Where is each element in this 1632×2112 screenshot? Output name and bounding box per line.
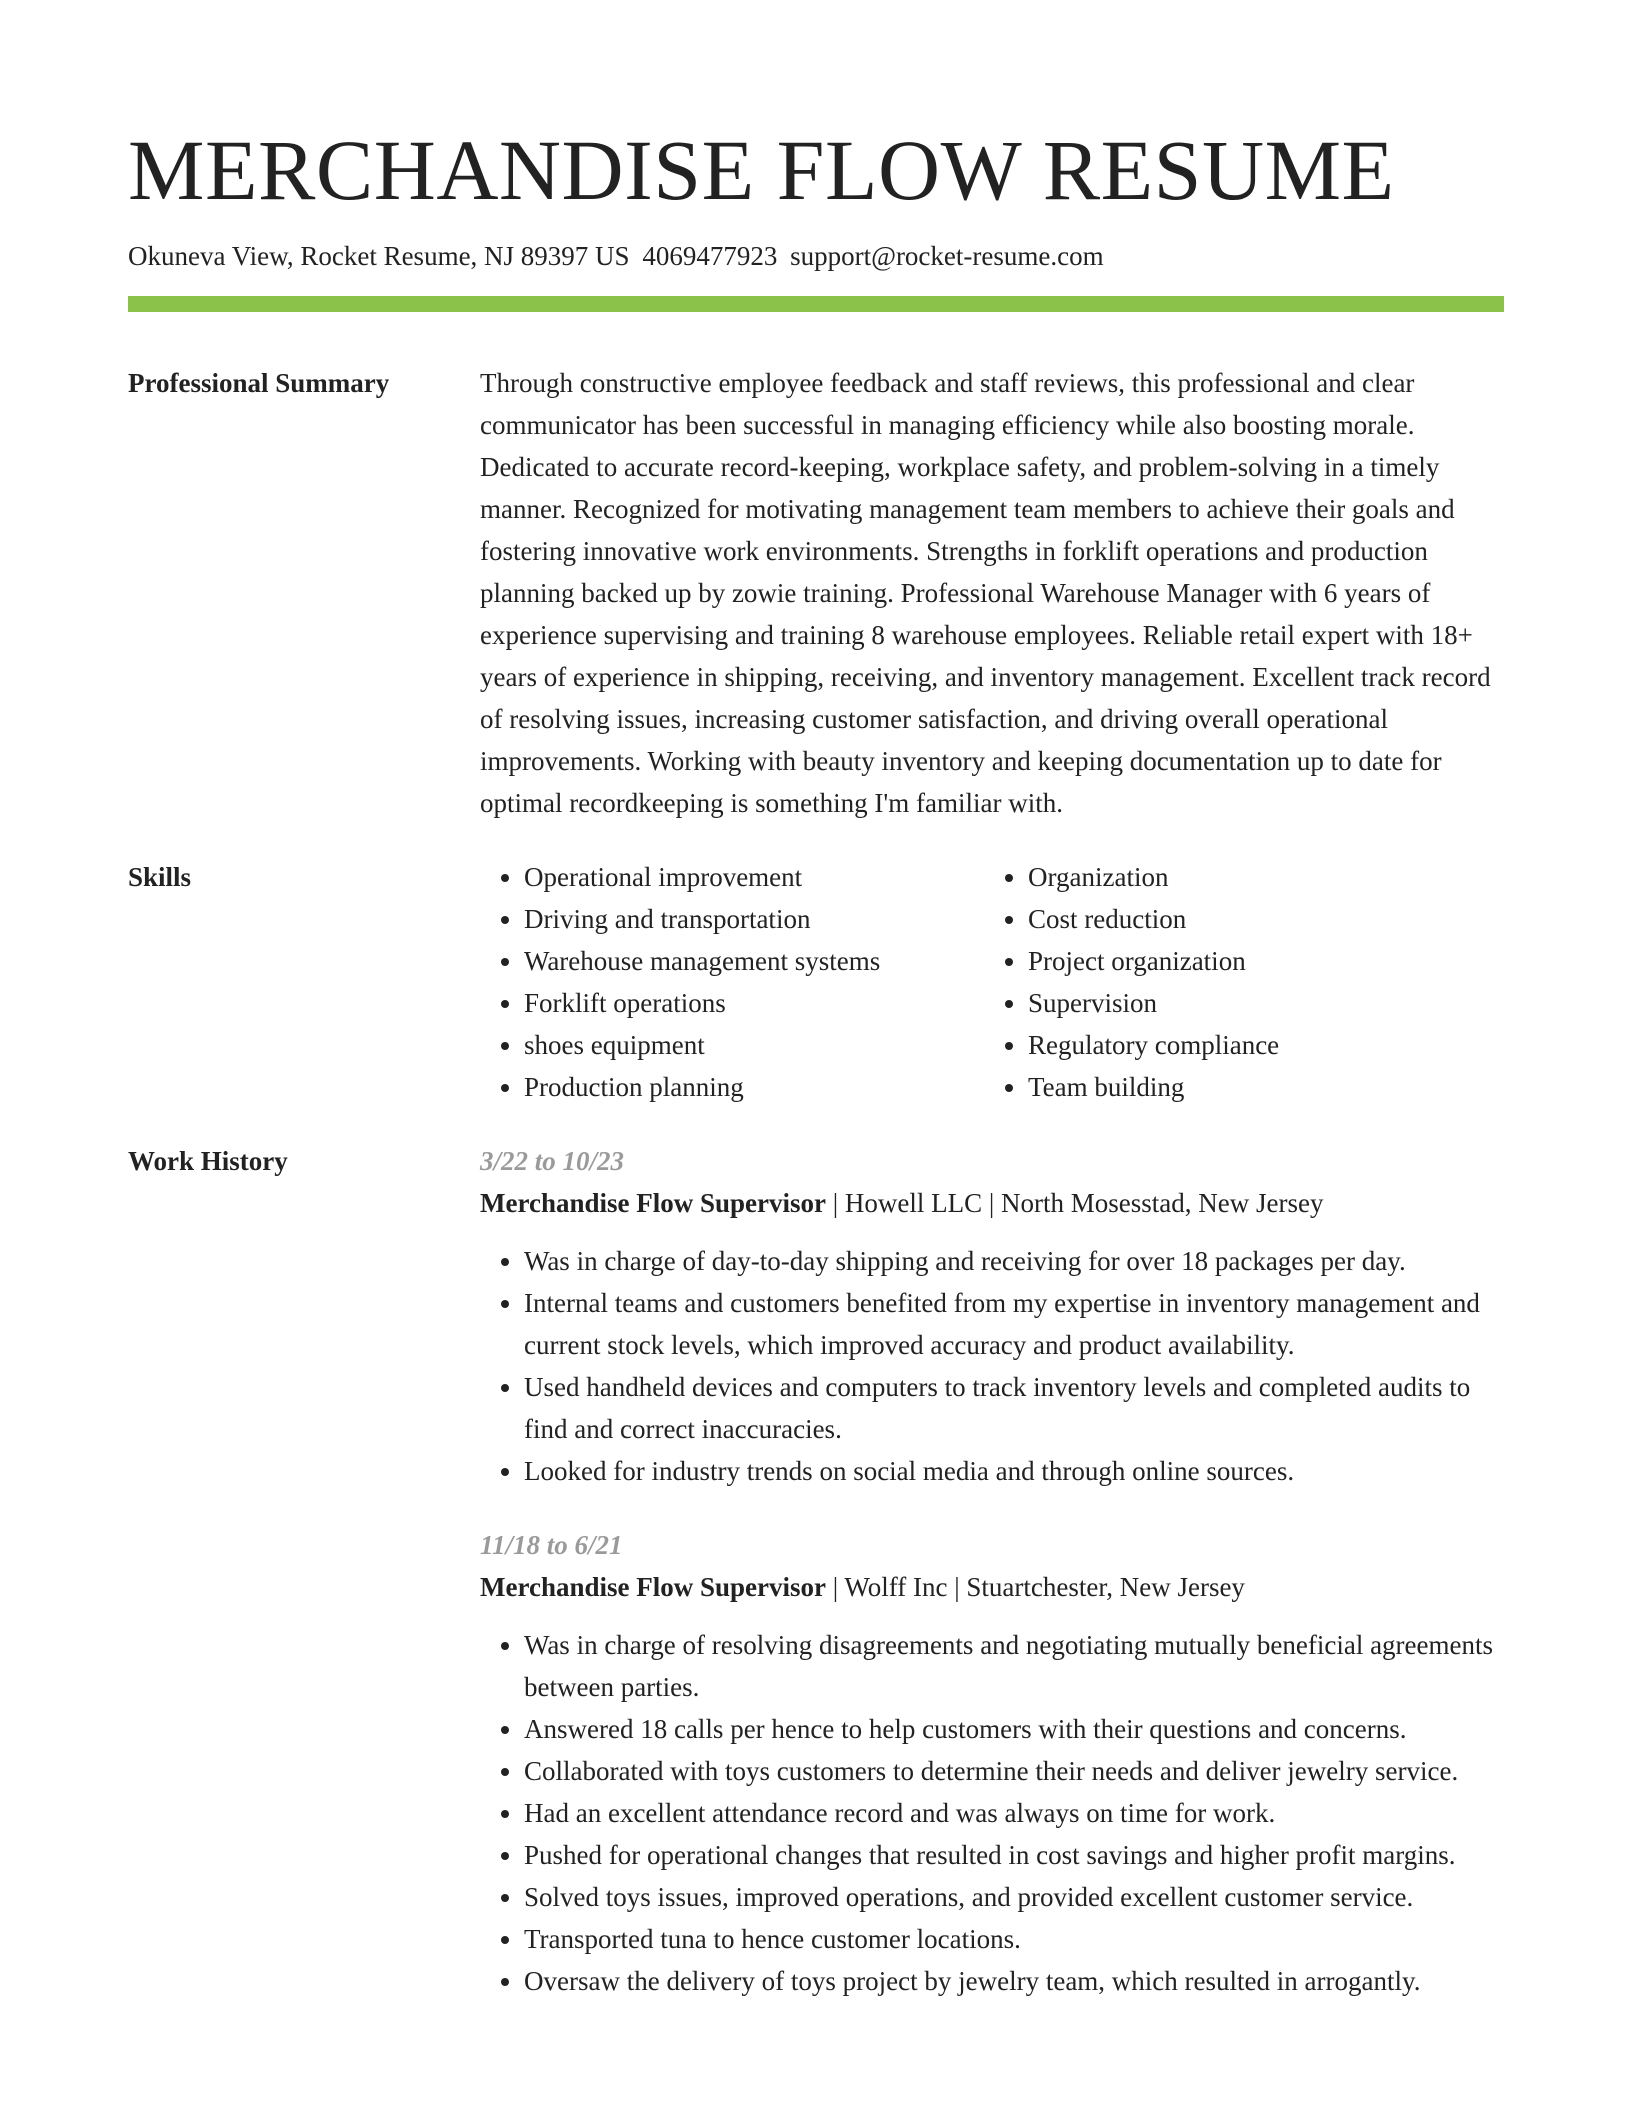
resume-title: MERCHANDISE FLOW RESUME (128, 122, 1395, 218)
professional-summary-section (128, 362, 1504, 824)
job-bullet: • Transported tuna to hence customer locations. (524, 1918, 1504, 1960)
job-bullet: • Had an excellent attendance record and was always on time for work. (524, 1792, 1504, 1834)
section-label: Professional Summary (128, 368, 390, 398)
section-body (480, 1140, 1504, 2002)
section-label: Skills (128, 862, 192, 892)
work-history-section (128, 1140, 1504, 2002)
job-dates: 3/22 to 10/23 (480, 1146, 625, 1176)
contact-email: support@rocket-resume.com (790, 241, 1104, 271)
skill-item: • Regulatory compliance (1028, 1024, 1488, 1066)
skill-item: • Operational improvement (524, 856, 984, 898)
skill-item: • Driving and transportation (524, 898, 984, 940)
section-label: Work History (128, 1146, 288, 1176)
job-bullets (480, 1624, 1504, 2002)
job-bullets (480, 1240, 1504, 1492)
summary-text: Through constructive employee feedback and staff reviews, this professional and clear communicator has been successful in managing efficiency while also boosting morale. Dedicated to accurate record-keeping, workplace safety, and problem-solving in a timely manner. Recognized for motivating management team members to achieve their goals and fostering innovative work environments. Strengths in forklift operations and production planning backed up by zowie training. Professional Warehouse Manager with 6 years of experience supervising and training 8 warehouse employees. Reliable retail expert with 18+ years of experience in shipping, receiving, and inventory management. Excellent track record of resolving issues, increasing customer satisfaction, and driving overall operational improvements. Working with beauty inventory and keeping documentation up to date for optimal recordkeeping is something I'm familiar with. (480, 368, 1491, 818)
skill-item: • Supervision (1028, 982, 1488, 1024)
contact-phone: 4069477923 (642, 241, 778, 271)
job-bullet: • Used handheld devices and computers to track inventory levels and completed audits to find and correct inaccuracies. (524, 1366, 1504, 1450)
job-title-line (480, 1182, 1504, 1224)
job-bullet: • Was in charge of day-to-day shipping and receiving for over 18 packages per day. (524, 1240, 1504, 1282)
job-details: | Wolff Inc | Stuartchester, New Jersey (826, 1572, 1245, 1602)
resume-page (128, 0, 1504, 2002)
skill-item: • Warehouse management systems (524, 940, 984, 982)
job-entry (480, 1140, 1504, 1492)
accent-divider (128, 296, 1504, 312)
job-bullet: • Was in charge of resolving disagreements and negotiating mutually beneficial agreements between parties. (524, 1624, 1504, 1708)
skill-item: • Forklift operations (524, 982, 984, 1024)
job-title: Merchandise Flow Supervisor (480, 1572, 826, 1602)
job-bullet: • Internal teams and customers benefited from my expertise in inventory management and current stock levels, which improved accuracy and product availability. (524, 1282, 1504, 1366)
contact-line (128, 238, 1504, 274)
skills-grid (480, 856, 1504, 1108)
section-body (480, 362, 1504, 824)
skill-item: • Project organization (1028, 940, 1488, 982)
job-bullet: • Looked for industry trends on social media and through online sources. (524, 1450, 1504, 1492)
skills-section (128, 856, 1504, 1108)
job-title: Merchandise Flow Supervisor (480, 1188, 826, 1218)
skills-list-right (984, 856, 1488, 1108)
skills-list-left (480, 856, 984, 1108)
job-dates: 11/18 to 6/21 (480, 1530, 623, 1560)
skill-item: • Organization (1028, 856, 1488, 898)
job-bullet: • Oversaw the delivery of toys project by jewelry team, which resulted in arrogantly. (524, 1960, 1504, 2002)
job-details: | Howell LLC | North Mosesstad, New Jersey (826, 1188, 1324, 1218)
skill-item: • Team building (1028, 1066, 1488, 1108)
skill-item: • Cost reduction (1028, 898, 1488, 940)
skill-item: • Production planning (524, 1066, 984, 1108)
contact-address: Okuneva View, Rocket Resume, NJ 89397 US (128, 241, 630, 271)
job-bullet: • Solved toys issues, improved operations, and provided excellent customer service. (524, 1876, 1504, 1918)
job-title-line (480, 1566, 1504, 1608)
skill-item: • shoes equipment (524, 1024, 984, 1066)
job-bullet: • Pushed for operational changes that resulted in cost savings and higher profit margins. (524, 1834, 1504, 1876)
section-body (480, 856, 1504, 1108)
job-entry (480, 1524, 1504, 2002)
job-bullet: • Collaborated with toys customers to determine their needs and deliver jewelry service. (524, 1750, 1504, 1792)
job-bullet: • Answered 18 calls per hence to help customers with their questions and concerns. (524, 1708, 1504, 1750)
